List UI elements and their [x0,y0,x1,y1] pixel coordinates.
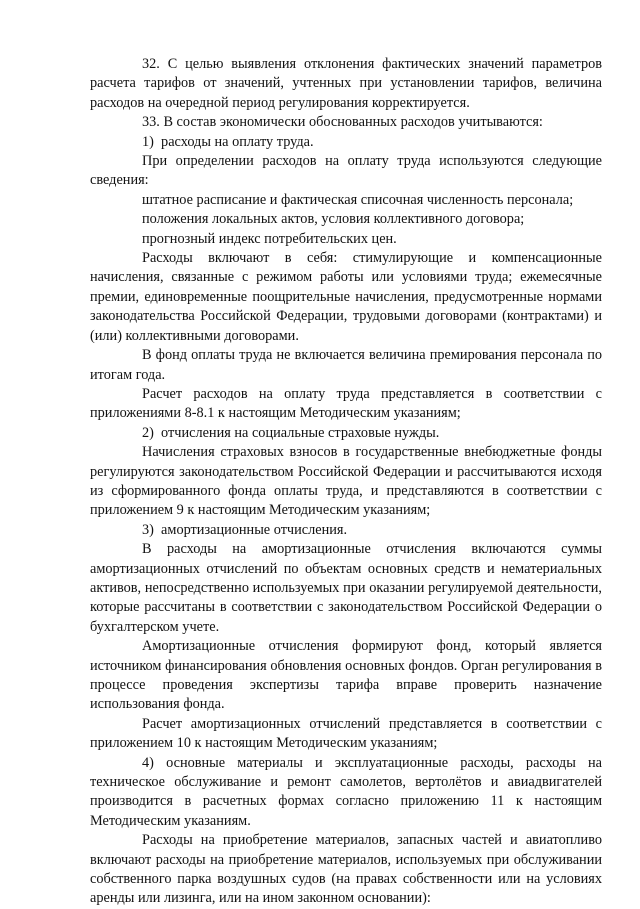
list-item-4: 4) основные материалы и эксплуатационные расходы, расходы на техническое обслуживание и ремонт самолетов, вертолётов и авиадвигателей производится в расчетных формах согласно приложению 11 к настоящим Методическим указаниям. [90,754,602,829]
list-line-local-acts: положения локальных актов, условия коллективного договора; [142,211,525,228]
list-item-2: 2) отчисления на социальные страховые нужды. [142,424,440,441]
paragraph-salary-info: При определении расходов на оплату труда используются следующие сведения: [90,153,602,189]
paragraph-amortization-fund: Амортизационные отчисления формируют фонд, который является источником финансирования обновления основных фондов. Орган регулирования в процессе проведения экспертизы тарифа вправе проверить назначение использования фонда. [90,638,602,713]
paragraph-salary-calc: Расчет расходов на оплату труда представляется в соответствии с приложениями 8-8.1 к настоящим Методическим указаниям; [90,385,602,422]
list-line-price-index: прогнозный индекс потребительских цен. [142,230,397,247]
list-item-3: 3) амортизационные отчисления. [142,521,348,538]
list-item-1: 1) расходы на оплату труда. [142,133,314,150]
paragraph-bonus-excluded: В фонд оплаты труда не включается величина премирования персонала по итогам года. [90,347,602,383]
list-line-staffing: штатное расписание и фактическая списочная численность персонала; [142,191,574,208]
paragraph-amortization-calc: Расчет амортизационных отчислений представляется в соответствии с приложением 10 к настоящим Методическим указаниям; [90,715,602,752]
document-page [90,55,602,909]
paragraph-expenses-include: Расходы включают в себя: стимулирующие и компенсационные начисления, связанные с режимом работы или условиями труда; ежемесячные премии, единовременные поощрительные начисления, предусмотренные нормами законодательства Российской Федерации, трудовыми договорами (контрактами) и (или) коллективными договорами. [90,250,602,344]
paragraph-materials: Расходы на приобретение материалов, запасных частей и авиатопливо включают расходы на приобретение материалов, используемых при обслуживании собственного парка воздушных судов (на правах собственности или на условиях аренды или лизинга, или на ином законном основании): [90,832,602,907]
paragraph-insurance: Начисления страховых взносов в государственные внебюджетные фонды регулируются законодательством Российской Федерации и рассчитываются исходя из сформированного фонда оплаты труда, и представляются в соответствии с приложением 9 к настоящим Методическим указаниям; [90,444,602,519]
paragraph-33: 33. В состав экономически обоснованных расходов учитываются: [142,114,543,131]
paragraph-amortization-include: В расходы на амортизационные отчисления включаются суммы амортизационных отчислений по объектам основных средств и нематериальных активов, непосредственно используемых при оказании регулируемой деятельности, которые рассчитаны в соответствии с законодательством Российской Федерации о бухгалтерском учете. [90,541,602,635]
paragraph-32: 32. С целью выявления отклонения фактических значений параметров расчета тарифов от значений, учтенных при установлении тарифов, величина расходов на очередной период регулирования корректируется. [90,56,602,111]
